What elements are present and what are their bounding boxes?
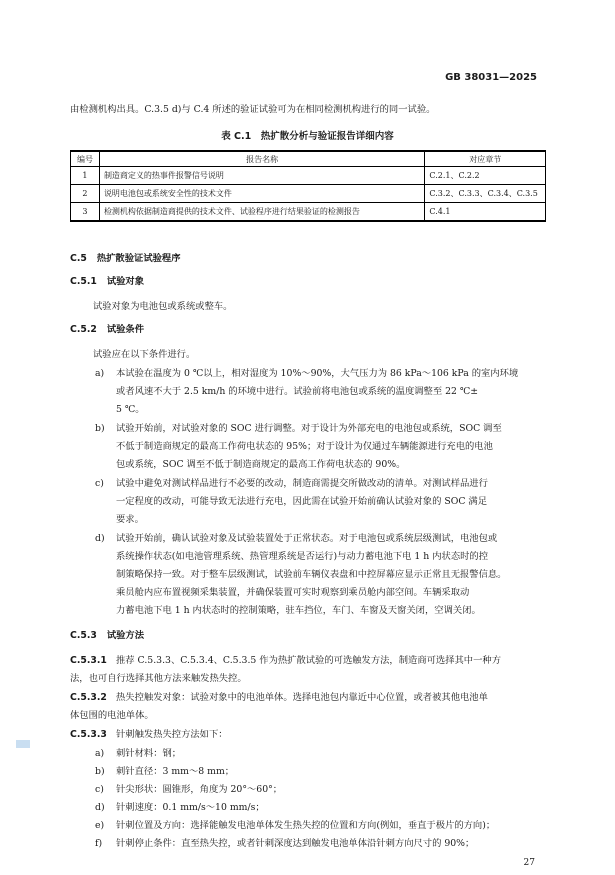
list-item-line: 试验开始前，确认试验对象及试验装置处于正常状态。对于电池包或系统层级测试，电池包或 — [116, 533, 498, 544]
list-item-line: 制策略保持一致。对于整车层级测试，试验前车辆仪表盘和中控屏幕应显示正常且无报警信息。 — [116, 569, 507, 580]
report-table — [70, 150, 546, 222]
list-item-line: 力蓄电池下电 1 h 内状态时的控制策略，驻车挡位，车门、车窗及天窗关闭，空调关闭。 — [116, 605, 481, 616]
section-number: C.5.1 — [70, 276, 97, 287]
list-marker: b) — [95, 423, 105, 434]
section-title: 试验对象 — [106, 276, 145, 287]
list-marker: d) — [95, 802, 105, 813]
table-row — [71, 185, 546, 203]
list-item-line: 针刺速度：0.1 mm/s～10 mm/s； — [116, 802, 265, 813]
row-ref: C.4.1 — [425, 203, 546, 222]
column-header-ref: 对应章节 — [425, 151, 546, 167]
list-item-line: 针刺位置及方向：选择能触发电池单体发生热失控的位置和方向(例如，垂直于极片的方向)； — [116, 820, 496, 831]
list-marker: c) — [95, 478, 104, 489]
list-marker: d) — [95, 533, 105, 544]
list-item-line: 或者风速不大于 2.5 km/h 的环境中进行。试验前将电池包或系统的温度调整至 22 ℃± — [116, 386, 479, 397]
row-name: 检测机构依据制造商提供的技术文件、试验程序进行结果验证的检测报告 — [99, 203, 424, 222]
clause-line: 体包围的电池单体。 — [70, 710, 154, 721]
list-item-line: 试验中避免对测试样品进行不必要的改动，制造商需提交所做改动的清单。对测试样品进行 — [116, 478, 488, 489]
row-num: 2 — [71, 185, 100, 203]
list-item-line: 包或系统，SOC 调至不低于制造商规定的最高工作荷电状态的 90%。 — [116, 459, 406, 470]
clause-number-c531: C.5.3.1 — [70, 655, 107, 666]
row-name: 说明电池包或系统安全性的技术文件 — [99, 185, 424, 203]
intro-line: 由检测机构出具。C.3.5 d)与 C.4 所述的验证试验可为在相同检测机构进行的同一试验。 — [70, 104, 436, 115]
standard-code: GB 38031—2025 — [445, 72, 537, 83]
column-header-num: 编号 — [71, 151, 100, 167]
list-item-line: 针刺停止条件：直至热失控，或者针刺深度达到触发电池单体沿针刺方向尺寸的 90%； — [116, 838, 475, 849]
clause-number-c533: C.5.3.3 — [70, 729, 107, 740]
section-heading-c5 — [70, 253, 181, 265]
section-title: 试验条件 — [106, 324, 145, 335]
list-item-line: 系统操作状态(如电池管理系统、热管理系统是否运行)与动力蓄电池下电 1 h 内状态时的控 — [116, 551, 489, 562]
row-ref: C.2.1、C.2.2 — [425, 167, 546, 185]
list-marker: a) — [95, 368, 105, 379]
section-title: 热扩散验证试验程序 — [96, 253, 181, 264]
list-marker: c) — [95, 784, 104, 795]
c51-body: 试验对象为电池包或系统或整车。 — [93, 301, 233, 312]
row-name: 制造商定义的热事件报警信号说明 — [99, 167, 424, 185]
section-heading-c51 — [70, 276, 144, 288]
clause-number-c532: C.5.3.2 — [70, 692, 107, 703]
list-item-line: 要求。 — [116, 514, 144, 525]
table-row — [71, 167, 546, 185]
table-header-row — [71, 151, 546, 167]
clause-line: 热失控触发对象：试验对象中的电池单体。选择电池包内靠近中心位置，或者被其他电池单 — [116, 692, 488, 703]
list-marker: f) — [95, 838, 103, 849]
list-item-line: 本试验在温度为 0 ℃以上，相对湿度为 10%～90%，大气压力为 86 kPa～106 kPa 的室内环境 — [116, 368, 519, 379]
c52-body: 试验应在以下条件进行。 — [93, 349, 196, 360]
list-marker: b) — [95, 766, 105, 777]
section-title: 试验方法 — [106, 630, 145, 641]
row-ref: C.3.2、C.3.3、C.3.4、C.3.5 — [425, 185, 546, 203]
list-item-line: 针尖形状：圆锥形，角度为 20°～60°； — [116, 784, 283, 795]
list-item-line: 刺针材料：钢； — [116, 748, 182, 759]
list-item-line: 乘员舱内应布置视频采集装置，并确保装置可实时观察到乘员舱内部空间。车辆采取动 — [116, 587, 470, 598]
list-marker: e) — [95, 820, 105, 831]
list-item-line: 一定程度的改动，可能导致无法进行充电，因此需在试验开始前确认试验对象的 SOC 满足 — [116, 496, 487, 507]
row-num: 1 — [71, 167, 100, 185]
list-marker: a) — [95, 748, 105, 759]
clause-line: 推荐 C.5.3.3、C.5.3.4、C.5.3.5 作为热扩散试验的可选触发方法，制造商可选择其中一种方 — [116, 655, 501, 666]
section-number: C.5 — [70, 253, 87, 264]
list-item-line: 5 ℃。 — [116, 404, 145, 415]
section-heading-c52 — [70, 324, 144, 336]
column-header-name: 报告名称 — [99, 151, 424, 167]
table-title: 表 C.1 热扩散分析与验证报告详细内容 — [221, 131, 394, 142]
table-row — [71, 203, 546, 222]
list-item-line: 不低于制造商规定的最高工作荷电状态的 95%；对于设计为仅通过车辆能源进行充电的电池 — [116, 441, 493, 452]
list-item-line: 刺针直径：3 mm～8 mm； — [116, 766, 235, 777]
clause-line: 法，也可自行选择其他方法来触发热失控。 — [70, 673, 247, 684]
section-number: C.5.3 — [70, 630, 97, 641]
page-number: 27 — [523, 858, 535, 868]
margin-mark — [16, 740, 30, 748]
list-item-line: 试验开始前，对试验对象的 SOC 进行调整。对于设计为外部充电的电池包或系统，SOC 调至 — [116, 423, 502, 434]
section-heading-c53 — [70, 630, 144, 642]
row-num: 3 — [71, 203, 100, 222]
section-number: C.5.2 — [70, 324, 97, 335]
clause-title: 针刺触发热失控方法如下： — [116, 729, 228, 740]
